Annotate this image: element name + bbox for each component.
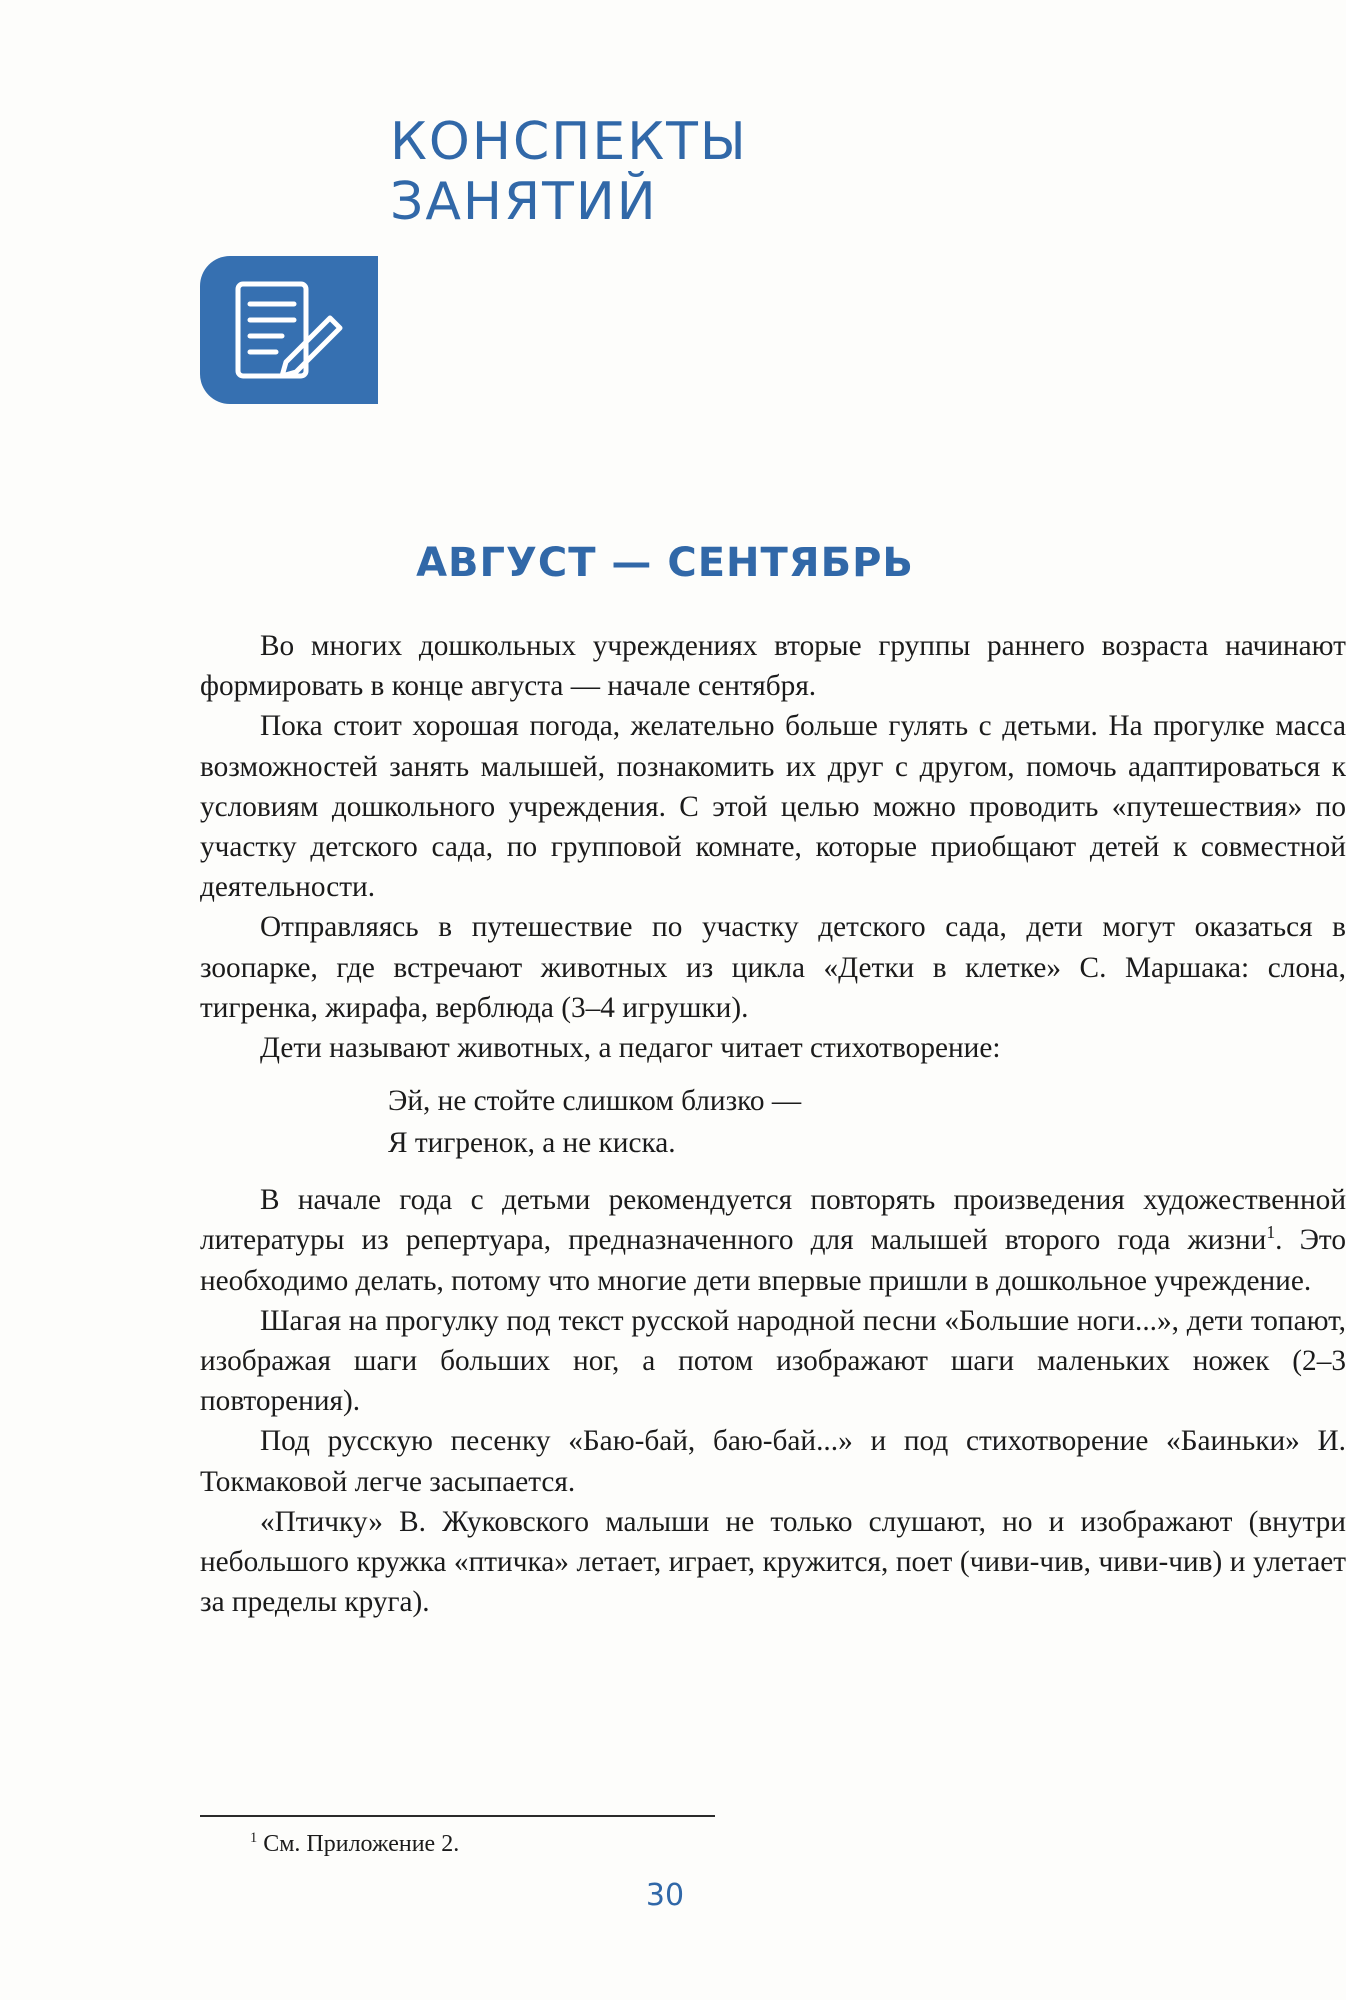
paragraph-4: Дети называют животных, а педагог читает стихотворение: xyxy=(260,1032,1001,1065)
chapter-title xyxy=(390,112,748,232)
body-text xyxy=(200,626,1346,1622)
paragraph-2: Пока стоит хорошая погода, желательно больше гулять с детьми. На прогулке масса возможностей занять малышей, познакомить их друг с другом, помочь адаптироваться к условиям дошкольного учреждения. С этой целью можно проводить «путешествия» по участку детского сада, по групповой комнате, которые приобщают детей к совместной деятельности. xyxy=(200,710,1346,904)
page-number: 30 xyxy=(645,1878,685,1913)
document-pen-icon xyxy=(232,278,352,386)
verse-line-2: Я тигренок, а не киска. xyxy=(388,1127,676,1160)
verse xyxy=(388,1080,1346,1164)
section-title: АВГУСТ — СЕНТЯБРЬ xyxy=(416,540,914,586)
verse-line-1: Эй, не стойте слишком близко — xyxy=(388,1085,802,1118)
paragraph-8: «Птичку» В. Жуковского малыши не только слушают, но и изображают (внутри небольшого кружка «птичка» летает, играет, кружится, поет (чиви-чив, чиви-чив) и улетает за пределы круга). xyxy=(200,1505,1346,1619)
paragraph-5 xyxy=(200,1180,1346,1301)
footnote-mark: 1 xyxy=(250,1830,258,1846)
chapter-title-line1: КОНСПЕКТЫ xyxy=(390,112,748,172)
paragraph-3: Отправляясь в путешествие по участку детского сада, дети могут оказаться в зоопарке, где встречают животных из цикла «Детки в клетке» С. Маршака: слона, тигренка, жирафа, верблюда (3–4 игрушки). xyxy=(200,911,1346,1024)
footnote-text: См. Приложение 2. xyxy=(263,1831,460,1857)
paragraph-7: Под русскую песенку «Баю-бай, баю-бай...» и под стихотворение «Баиньки» И. Токмаковой легче засыпается. xyxy=(200,1425,1346,1498)
footnote-reference[interactable]: 1 xyxy=(1266,1222,1276,1243)
paragraph-1: Во многих дошкольных учреждениях вторые группы раннего возраста начинают формировать в конце августа — начале сентября. xyxy=(200,630,1346,703)
footnote xyxy=(250,1828,459,1860)
paragraph-5-text: В начале года с детьми рекомендуется повторять произведения художественной литературы из репертуара, предназначенного для малышей второго года жизни xyxy=(200,1184,1346,1257)
paragraph-6: Шагая на прогулку под текст русской народной песни «Большие ноги...», дети топают, изображая шаги больших ног, а потом изображают шаги маленьких ножек (2–3 повторения). xyxy=(200,1304,1346,1418)
footnote-divider xyxy=(200,1815,715,1817)
chapter-icon-block xyxy=(200,256,378,404)
paragraph-5-text-end: . Это необходимо делать, потому что многие дети впервые пришли в дошкольное учреждение. xyxy=(200,1224,1346,1297)
chapter-title-line2: ЗАНЯТИЙ xyxy=(390,172,658,232)
